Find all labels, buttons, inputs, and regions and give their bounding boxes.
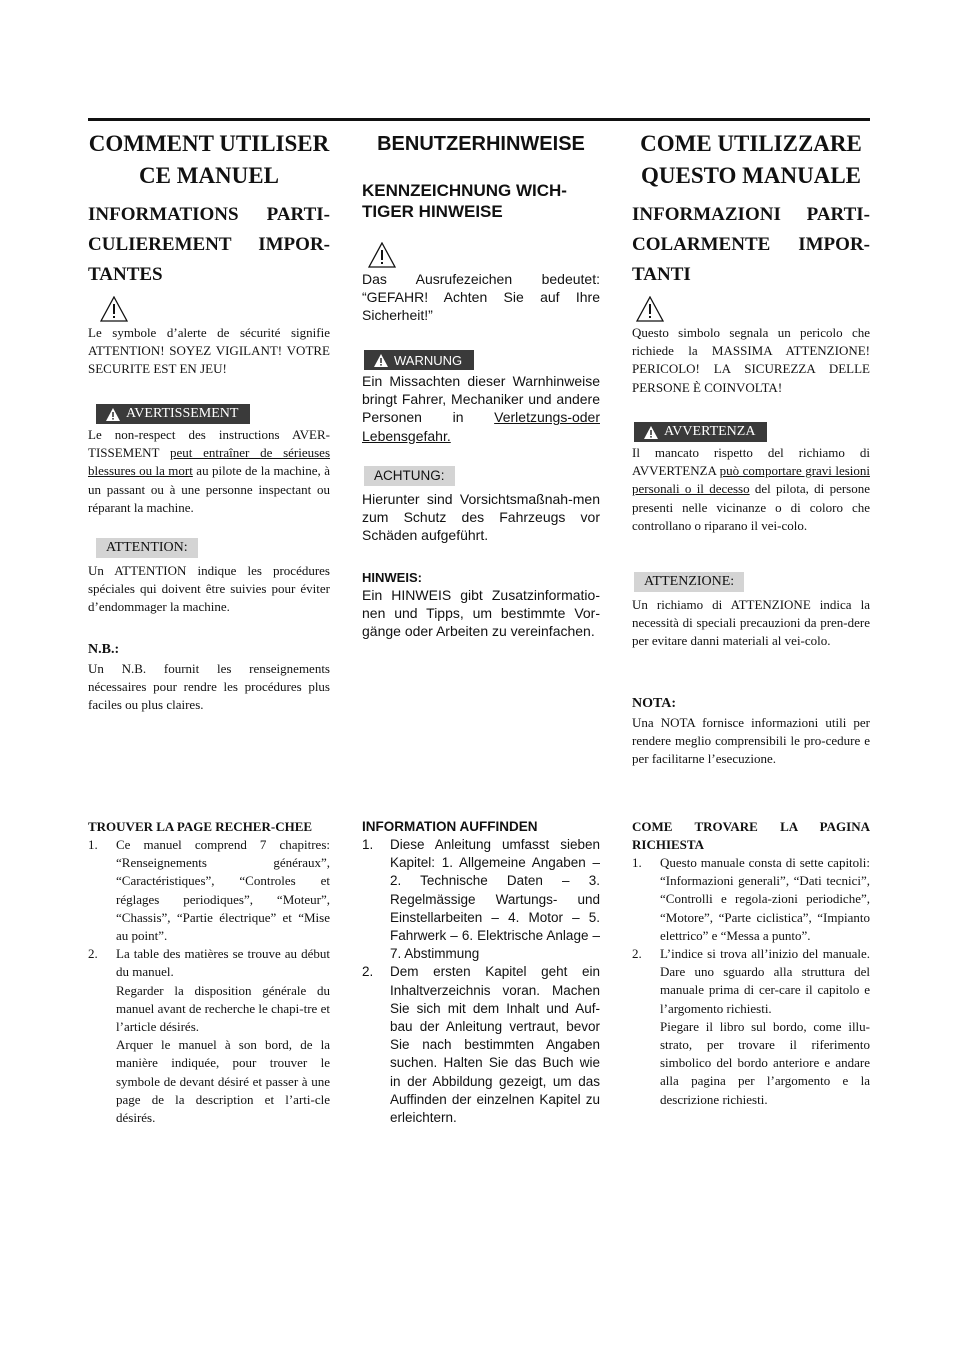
german-list-item-2: 2. Dem ersten Kapitel geht ein Inhaltverzeichnis voran. Machen Sie sich mit dem Inhalt und Auf-bau der Anleitung vertraut, bevor Sie nach bestimmten Angaben suchen. Halten Sie das Buch wie in der Abbildung gezeigt, um das Auffinden der einzelnen Kapitel zu erleichtern. [362, 964, 600, 1126]
german-find-section [362, 818, 600, 1127]
french-warning-badge [96, 404, 250, 424]
french-subtitle: INFORMATIONS PARTI-CULIEREMENT IMPOR-TANTES [88, 204, 330, 285]
italian-note-label: NOTA: [632, 696, 677, 711]
german-title: BENUTZERHINWEISE [377, 133, 585, 155]
french-warning-label: AVERTISSEMENT [126, 406, 239, 421]
german-caution-badge: ACHTUNG: [364, 466, 455, 486]
french-title-line2: CE MANUEL [139, 163, 279, 188]
italian-find-heading: COME TROVARE LA PAGINA RICHIESTA [632, 819, 870, 852]
italian-title-line2: QUESTO MANUALE [640, 163, 862, 188]
italian-list-item-2: 2. L’indice si trova all’inizio del manuale. Dare uno sguardo alla struttura del manuale prima di cer-care il capitolo e l’argomento richiesti. [632, 946, 870, 1016]
german-warning-underlined: Verletzungs-oder Lebensgefahr. [362, 409, 600, 444]
top-rule [88, 118, 870, 121]
safety-alert-icon [368, 242, 396, 268]
german-subtitle: KENNZEICHNUNG WICH-TIGER HINWEISE [362, 181, 567, 221]
german-warning-label: WARNUNG [394, 352, 463, 368]
french-caution-badge: ATTENTION: [96, 538, 198, 558]
french-note-label: N.B.: [88, 642, 120, 657]
french-list-item-1: 1. Ce manuel comprend 7 chapitres: “Renseignements généraux”, “Caractéristiques”, “Controles et réglages periodiques”, “Moteur”, “Chassis”, “Partie électrique” et “Mise au point”. [88, 837, 330, 944]
filled-warning-triangle-icon [644, 426, 658, 439]
italian-title-line1: COME UTILIZZARE [640, 131, 862, 156]
french-title-line1: COMMENT UTILISER [88, 131, 330, 156]
german-symbol-text: Das Ausrufezeichen bedeutet: “GEFAHR! Achten Sie auf Ihre Sicherheit!” [362, 271, 600, 324]
french-list-item-2-para3: Arquer le manuel à son bord, de la manière indiquée, pour trouver le symbole de devant désiré et passer à une page de la description et l’arti-cle désirés. [116, 1037, 330, 1126]
italian-symbol-text: Questo simbolo segnala un pericolo che richiede la MASSIMA ATTENZIONE! PERICOLO! LA SICUREZZA DELLE PERSONE È COINVOLTA! [632, 325, 870, 395]
french-caution-text: Un ATTENTION indique les procédures spéciales qui doivent être suivies pour éviter d’endommager la machine. [88, 563, 330, 615]
french-list-item-2: 2. La table des matières se trouve au début du manuel. [88, 946, 330, 980]
german-warning-badge [364, 350, 474, 370]
german-caution-text: Hierunter sind Vorsichtsmaßnah-men zum Schutz des Fahrzeugs vor Schäden aufgeführt. [362, 491, 600, 544]
italian-warning-badge [634, 422, 767, 442]
italian-warning-label: AVVERTENZA [664, 424, 756, 439]
italian-list-item-1: 1. Questo manuale consta di sette capitoli: “Informazioni generali”, “Dati tecnici”, “Controlli e regola-zioni periodiche”, “Motore”, “Parte ciclistica”, “Impianto elettrico” e “Messa a punto”. [632, 855, 870, 943]
french-note-text: Un N.B. fournit les renseignements nécessaires pour rendre les procédures plus faciles ou plus claires. [88, 661, 330, 713]
safety-alert-icon [100, 296, 128, 322]
german-warning-text: Ein Missachten dieser Warnhinweise bringt Fahrer, Mechaniker und andere Personen in Verletzungs-oder Lebensgefahr. [362, 373, 600, 444]
french-find-heading: TROUVER LA PAGE RECHER-CHEE [88, 819, 313, 834]
french-list-item-2-para2: Regarder la disposition générale du manuel avant de recherche le chapi-tre et l’article désirés. [116, 982, 330, 1035]
german-note-text: Ein HINWEIS gibt Zusatzinformatio-nen und Tipps, um bestimmte Vor-gänge oder Arbeiten zu vereinfachen. [362, 587, 600, 640]
french-find-section [88, 818, 330, 1127]
german-list-item-1: 1. Diese Anleitung umfasst sieben Kapitel: 1. Allgemeine Angaben – 2. Technische Daten – 3. Regelmässige Wartungs- und Einstellarbeiten – 4. Motor – 5. Fahrwerk – 6. Elektrische Anlage – 7. Abstimmung [362, 837, 600, 962]
italian-find-section [632, 818, 870, 1109]
french-symbol-text: Le symbole d’alerte de sécurité signifie ATTENTION! SOYEZ VIGILANT! VOTRE SECURITE EST EN JEU! [88, 325, 330, 377]
italian-note-text: Una NOTA fornisce informazioni utili per rendere meglio comprensibili le pro-cedure e per facilitarne l’esecuzione. [632, 715, 870, 767]
italian-subtitle: INFORMAZIONI PARTI-COLARMENTE IMPOR-TANTI [632, 204, 870, 285]
safety-alert-icon [636, 296, 664, 322]
italian-caution-text: Un richiamo di ATTENZIONE indica la necessità di speciali precauzioni da pren-dere per evitare danni materiali al vei-colo. [632, 597, 870, 649]
filled-warning-triangle-icon [374, 354, 388, 367]
italian-caution-badge: ATTENZIONE: [634, 572, 744, 592]
german-find-heading: INFORMATION AUFFINDEN [362, 819, 538, 834]
italian-list-item-2-para2: Piegare il libro sul bordo, come illu-strato, per trovare il riferimento simbolico del bordo anteriore e andare alla pagina per l’argomento e la descrizione richiesti. [660, 1018, 870, 1107]
filled-warning-triangle-icon [106, 408, 120, 421]
german-note-label: HINWEIS: [362, 570, 422, 585]
italian-warning-text: Il mancato rispetto del richiamo di AVVERTENZA può comportare gravi lesioni personali o il decesso del pilota, di persone presenti nelle vicinanze o di coloro che controllano o riparano il vei-colo. [632, 445, 870, 533]
french-warning-underlined: peut entraîner de sérieuses blessures ou la mort [88, 445, 331, 479]
french-warning-text: Le non-respect des instructions AVER-TISSEMENT peut entraîner de sérieuses blessures ou la mort au pilote de la machine, à un passant ou à une personne inspectant ou réparant la machine. [88, 427, 331, 515]
italian-warning-underlined: può comportare gravi lesioni personali o il decesso [632, 463, 870, 497]
